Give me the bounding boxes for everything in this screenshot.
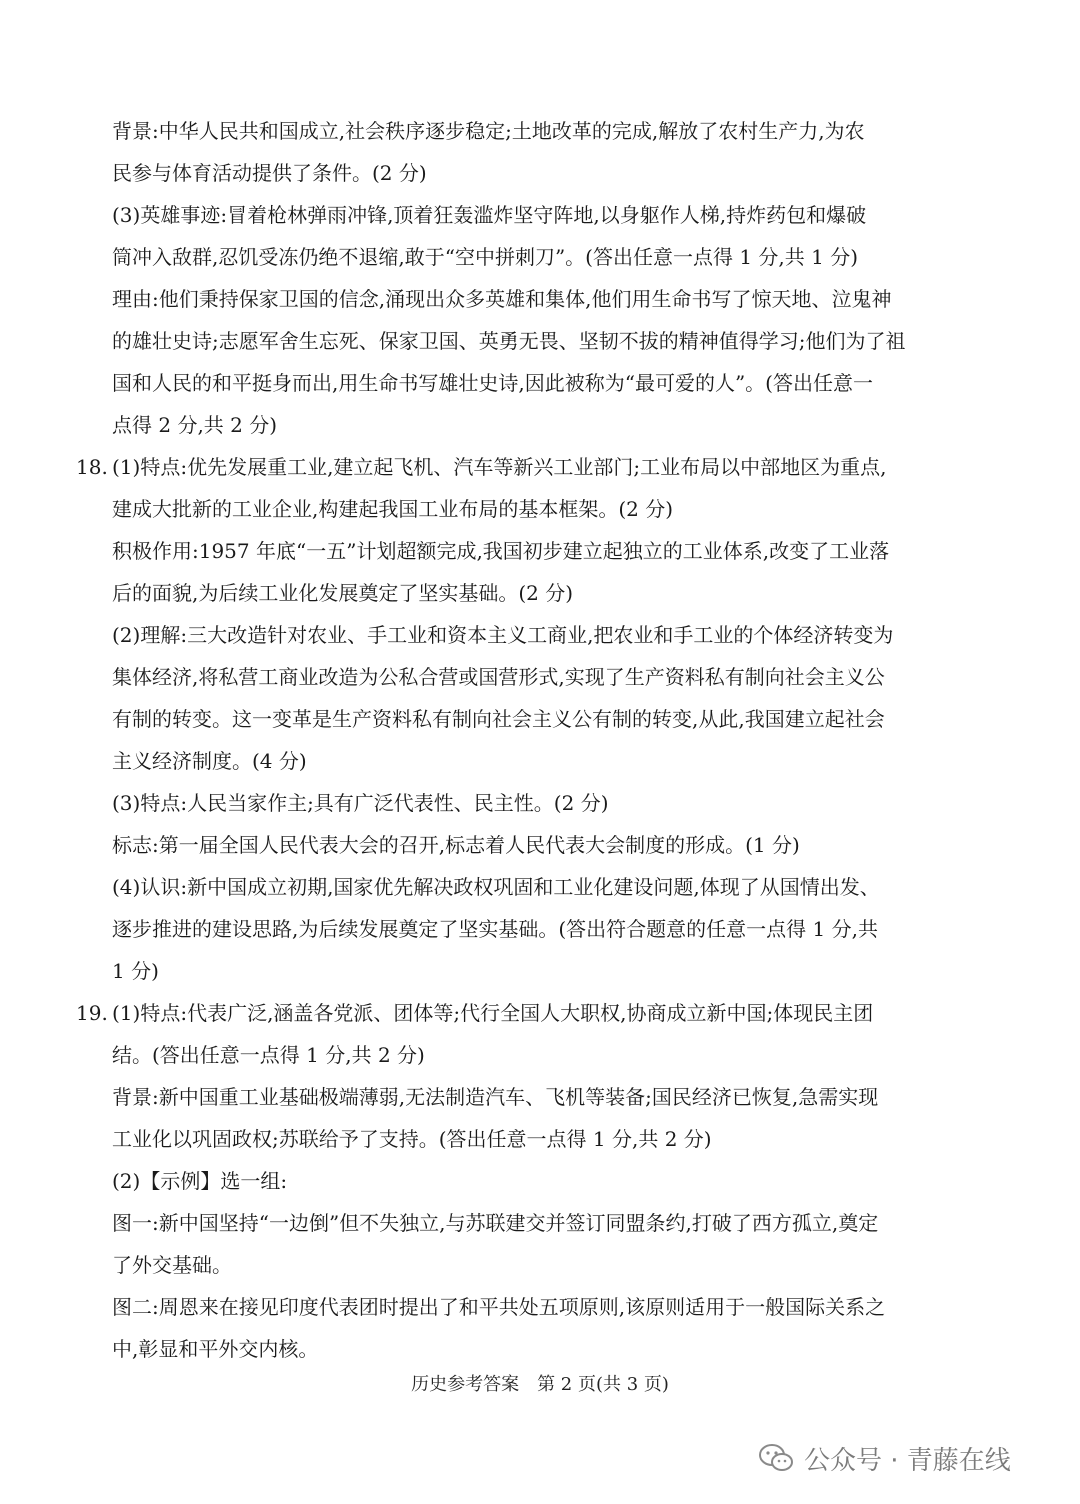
watermark <box>758 1438 1011 1478</box>
line-text: 理由:他们秉持保家卫国的信念,涌现出众多英雄和集体,他们用生命书写了惊天地、泣鬼神 <box>112 287 892 311</box>
line-text: (3)特点:人民当家作主;具有广泛代表性、民主性。(2 分) <box>112 791 609 815</box>
line-text: (1)特点:优先发展重工业,建立起飞机、汽车等新兴工业部门;工业布局以中部地区为重点, <box>112 455 887 479</box>
text-line <box>76 530 972 572</box>
line-text: 工业化以巩固政权;苏联给予了支持。(答出任意一点得 1 分,共 2 分) <box>112 1127 712 1151</box>
line-text: 中,彰显和平外交内核。 <box>112 1337 319 1361</box>
text-line <box>76 446 972 488</box>
text-line <box>76 362 972 404</box>
text-line <box>76 320 972 362</box>
line-text: (2)理解:三大改造针对农业、手工业和资本主义工商业,把农业和手工业的个体经济转变为 <box>112 623 894 647</box>
text-line <box>76 950 972 992</box>
text-line <box>76 404 972 446</box>
text-line <box>76 572 972 614</box>
text-line <box>76 824 972 866</box>
answer-body <box>76 110 972 1370</box>
watermark-text: 公众号 · 青藤在线 <box>804 1445 1011 1476</box>
text-line <box>76 782 972 824</box>
line-text: 1 分) <box>112 959 159 983</box>
line-text: 点得 2 分,共 2 分) <box>112 413 278 437</box>
text-line <box>76 992 972 1034</box>
text-line <box>76 236 972 278</box>
line-text: 建成大批新的工业企业,构建起我国工业布局的基本框架。(2 分) <box>112 497 674 521</box>
line-text: 了外交基础。 <box>112 1253 232 1277</box>
text-line <box>76 1118 972 1160</box>
text-line <box>76 194 972 236</box>
line-text: 筒冲入敌群,忍饥受冻仍绝不退缩,敢于“空中拼刺刀”。(答出任意一点得 1 分,共 1 分) <box>112 245 859 269</box>
text-line <box>76 1160 972 1202</box>
wechat-icon <box>758 1443 794 1473</box>
text-line <box>76 1244 972 1286</box>
text-line <box>76 110 972 152</box>
text-line <box>76 1034 972 1076</box>
line-text: (1)特点:代表广泛,涵盖各党派、团体等;代行全国人大职权,协商成立新中国;体现民主团 <box>112 1001 874 1025</box>
text-line <box>76 656 972 698</box>
question-number: 19. <box>76 1001 108 1025</box>
text-line <box>76 1076 972 1118</box>
text-line <box>76 908 972 950</box>
line-text: 背景:新中国重工业基础极端薄弱,无法制造汽车、飞机等装备;国民经济已恢复,急需实现 <box>112 1085 879 1109</box>
text-line <box>76 488 972 530</box>
line-text: 积极作用:1957 年底“一五”计划超额完成,我国初步建立起独立的工业体系,改变了工业落 <box>112 539 890 563</box>
text-line <box>76 614 972 656</box>
page-footer: 历史参考答案 第 2 页(共 3 页) <box>411 1374 669 1395</box>
line-text: (3)英雄事迹:冒着枪林弹雨冲锋,顶着狂轰滥炸坚守阵地,以身躯作人梯,持炸药包和爆破 <box>112 203 867 227</box>
text-line <box>76 278 972 320</box>
text-line <box>76 1328 972 1370</box>
text-line <box>76 698 972 740</box>
line-text: 民参与体育活动提供了条件。(2 分) <box>112 161 427 185</box>
line-text: 有制的转变。这一变革是生产资料私有制向社会主义公有制的转变,从此,我国建立起社会 <box>112 707 885 731</box>
line-text: 集体经济,将私营工商业改造为公私合营或国营形式,实现了生产资料私有制向社会主义公 <box>112 665 885 689</box>
text-line <box>76 866 972 908</box>
line-text: 主义经济制度。(4 分) <box>112 749 307 773</box>
line-text: (4)认识:新中国成立初期,国家优先解决政权巩固和工业化建设问题,体现了从国情出发、 <box>112 875 880 899</box>
line-text: 结。(答出任意一点得 1 分,共 2 分) <box>112 1043 425 1067</box>
line-text: (2)【示例】选一组: <box>112 1169 288 1193</box>
text-line <box>76 152 972 194</box>
text-line <box>76 1202 972 1244</box>
line-text: 的雄壮史诗;志愿军舍生忘死、保家卫国、英勇无畏、坚韧不拔的精神值得学习;他们为了祖 <box>112 329 906 353</box>
text-line <box>76 740 972 782</box>
line-text: 图二:周恩来在接见印度代表团时提出了和平共处五项原则,该原则适用于一般国际关系之 <box>112 1295 886 1319</box>
line-text: 逐步推进的建设思路,为后续发展奠定了坚实基础。(答出符合题意的任意一点得 1 分,共 <box>112 917 878 941</box>
line-text: 后的面貌,为后续工业化发展奠定了坚实基础。(2 分) <box>112 581 574 605</box>
text-line <box>76 1286 972 1328</box>
line-text: 背景:中华人民共和国成立,社会秩序逐步稳定;土地改革的完成,解放了农村生产力,为农 <box>112 119 865 143</box>
line-text: 标志:第一届全国人民代表大会的召开,标志着人民代表大会制度的形成。(1 分) <box>112 833 800 857</box>
line-text: 国和人民的和平挺身而出,用生命书写雄壮史诗,因此被称为“最可爱的人”。(答出任意一 <box>112 371 873 395</box>
line-text: 图一:新中国坚持“一边倒”但不失独立,与苏联建交并签订同盟条约,打破了西方孤立,奠定 <box>112 1211 879 1235</box>
question-number: 18. <box>76 455 108 479</box>
